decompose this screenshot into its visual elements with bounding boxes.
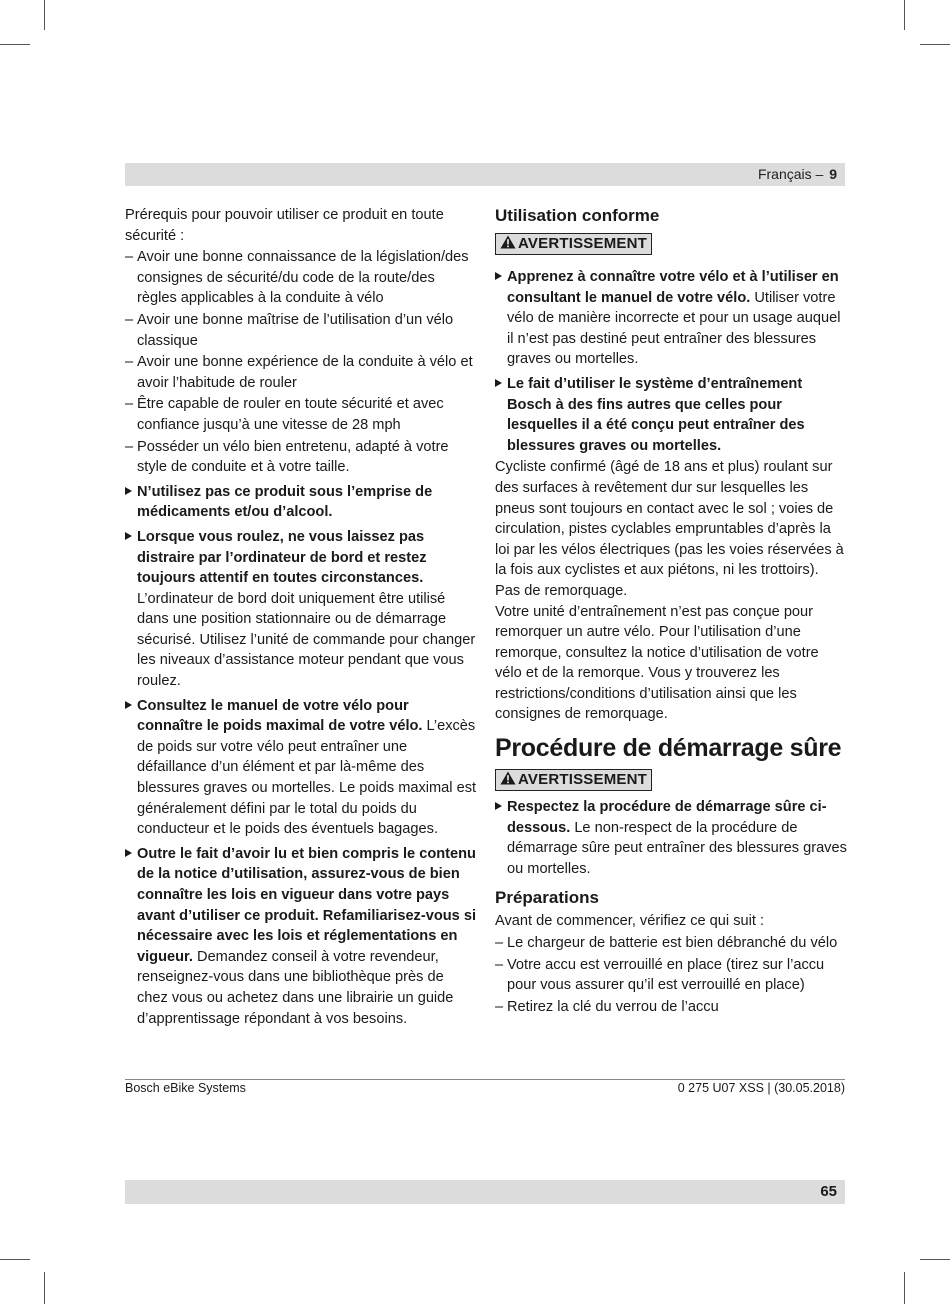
warning-item [495,267,847,370]
paragraph: Votre unité d’entraînement n’est pas conçue pour remorquer un autre vélo. Pour l’utilisation d’une remorque, consultez la notice d’utilisation de votre vélo et de la remorque. Vous y trouverez les restrictions/conditions d’utilisation ainsi que les consignes de remorquage. [495,603,819,723]
warning-bold: Apprenez à connaître votre vélo et à l’utiliser en consultant le manuel de votre vélo. [507,269,839,306]
check-item: – Votre accu est verrouillé en place (tirez sur l’accu pour vous assurer qu’il est verrouillé en place) [495,955,847,996]
crop-mark [904,0,905,30]
bullet-triangle-icon [125,487,132,495]
warning-item [125,527,477,692]
right-column [495,205,847,1018]
warning-item [495,797,847,879]
warning-triangle-icon [500,235,516,249]
bullet-triangle-icon [495,272,502,280]
footer-divider [125,1079,845,1080]
footer-document-id: 0 275 U07 XSS | (30.05.2018) [677,1081,845,1095]
warning-label [495,233,652,255]
prerequisite-item: – Avoir une bonne maîtrise de l’utilisation d’un vélo classique [125,310,477,351]
section-title-safe-start: Procédure de démarrage sûre [495,734,842,763]
warning-item [125,696,477,840]
header-text [758,166,837,182]
warning-triangle-icon [500,771,516,785]
warning-item [125,844,477,1029]
crop-mark [0,44,30,45]
warning-label-text: AVERTISSEMENT [518,235,648,252]
page-number-bar [125,1180,845,1204]
prerequisite-item: – Posséder un vélo bien entretenu, adapté à votre style de conduite et à votre taille. [125,437,477,478]
bullet-triangle-icon [495,379,502,387]
crop-mark [44,0,45,30]
warning-bold: Respectez la procédure de démarrage sûre ci-dessous. [507,799,827,836]
crop-mark [904,1272,905,1304]
bullet-triangle-icon [125,849,132,857]
prerequisite-item: – Avoir une bonne expérience de la conduite à vélo et avoir l’habitude de rouler [125,352,477,393]
warning-text: L’excès de poids sur votre vélo peut entraîner une défaillance d’un élément et par là-même des blessures graves ou mortelles. Le poids maximal est généralement défini par le total du poids du conducteur et le poids des éventuels bagages. [137,718,477,838]
warning-label-text: AVERTISSEMENT [518,771,648,789]
paragraph: Cycliste confirmé (âgé de 18 ans et plus) roulant sur des surfaces à revêtement dur sur lesquelles les pneus sont toujours en contact avec le sol ; voies de circulation, pistes cyclables empruntables d’après la loi par les vélos électriques (pas les voies réservées à la fois aux cyclistes et aux piétons, ni les trottoirs). Pas de remorquage. [495,459,844,599]
warning-text: L’ordinateur de bord doit uniquement être utilisé dans une position stationnaire ou de démarrage sécurisé. Utilisez l’unité de commande pour changer les niveaux d’assistance moteur pendant que vous roulez. [137,590,476,690]
header-language: Français – [757,166,824,182]
crop-mark [44,1272,45,1304]
left-column [125,205,477,1033]
crop-mark [920,44,950,45]
warning-item [495,374,847,456]
check-item: – Retirez la clé du verrou de l’accu [495,997,847,1018]
crop-mark [0,1259,30,1260]
warning-label [495,769,652,791]
check-item: – Le chargeur de batterie est bien débranché du vélo [495,933,847,954]
page-number: 65 [820,1183,837,1200]
page-header [125,163,845,186]
header-page-number: 9 [829,166,837,182]
warning-item [125,482,477,523]
bullet-triangle-icon [125,532,132,540]
prerequisites-intro: Prérequis pour pouvoir utiliser ce produit en toute sécurité : [125,207,444,244]
warning-bold: Le fait d’utiliser le système d’entraînement Bosch à des fins autres que celles pour lesquelles il a été conçu peut entraîner des blessures graves ou mortelles. [507,375,805,454]
bullet-triangle-icon [495,802,502,810]
footer-publisher: Bosch eBike Systems [125,1081,246,1095]
warning-bold: Outre le fait d’avoir lu et bien compris le contenu de la notice d’utilisation, assurez-vous de bien connaître les lois en vigueur dans votre pays avant d’utiliser ce produit. Refamiliarisez-vous si nécessaire avec les lois et réglementations en vigueur. [137,845,476,965]
crop-mark [920,1259,950,1260]
prerequisite-item: – Être capable de rouler en toute sécurité et avec confiance jusqu’à une vitesse de 28 mph [125,394,477,435]
warning-text: Le non-respect de la procédure de démarrage sûre peut entraîner des blessures graves ou mortelles. [507,819,847,877]
subsection-title-preparations: Préparations [495,888,599,908]
warning-text: Demandez conseil à votre revendeur, renseignez-vous dans une bibliothèque près de chez vous ou achetez dans une librairie un guide d’apprentissage répondant à vos besoins. [137,948,454,1027]
prerequisite-item: – Avoir une bonne connaissance de la législation/des consignes de sécurité/du code de la route/des règles applicables à la conduite à vélo [125,247,477,309]
preparations-intro: Avant de commencer, vérifiez ce qui suit : [495,913,765,930]
section-title-intended-use: Utilisation conforme [495,206,660,225]
warning-text: Utiliser votre vélo de manière incorrecte et pour un usage auquel il n’est pas destiné peut entraîner des blessures graves ou mortelles. [507,289,841,368]
warning-bold: Consultez le manuel de votre vélo pour connaître le poids maximal de votre vélo. [137,697,423,735]
warning-bold: N’utilisez pas ce produit sous l’emprise de médicaments et/ou d’alcool. [137,483,433,521]
warning-bold: Lorsque vous roulez, ne vous laissez pas distraire par l’ordinateur de bord et restez toujours attentif en toutes circonstances. [137,528,427,587]
bullet-triangle-icon [125,701,132,709]
